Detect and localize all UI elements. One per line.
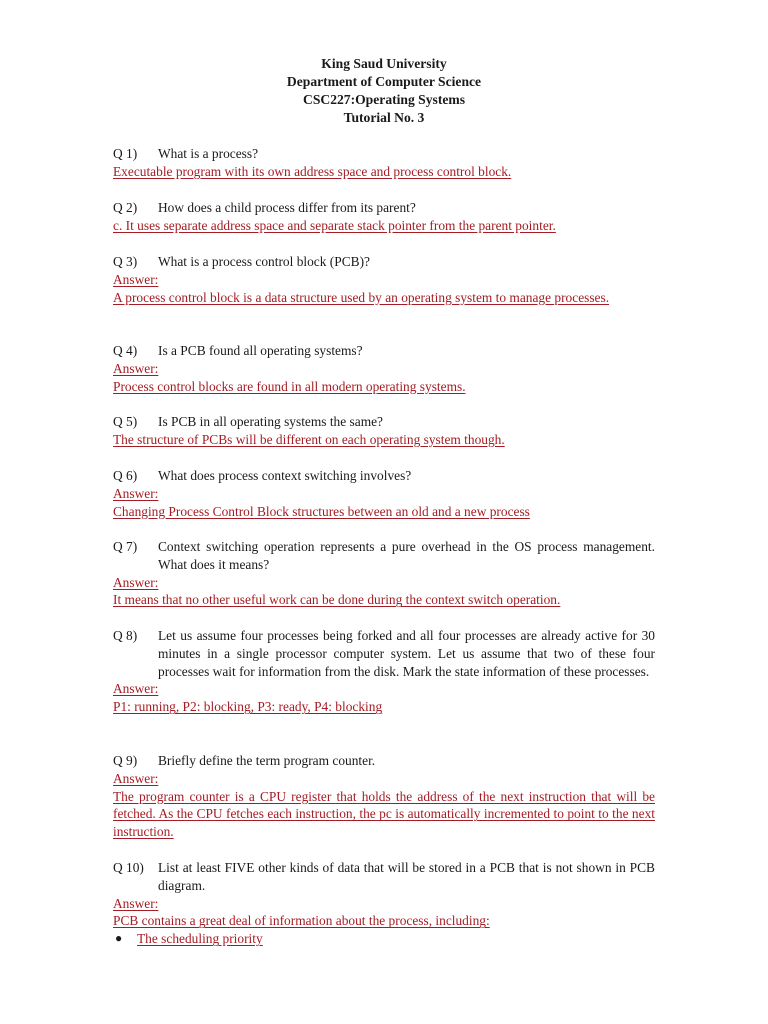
answer-text: c. It uses separate address space and separate stack pointer from the parent pointer. — [113, 217, 556, 233]
course-title: CSC227:Operating Systems — [303, 92, 465, 107]
question-number: Q 3) — [113, 254, 138, 269]
question-text: Is PCB in all operating systems the same? — [158, 414, 384, 429]
question-row — [113, 413, 655, 431]
question-number: Q 4) — [113, 343, 138, 358]
question-text: Let us assume four processes being forked and all four processes are already active for 30 minutes in a single processor computer system. Let us assume that two of these four processes wait for information from the disk. Mark the state information of these processes. — [158, 628, 655, 679]
department-name: Department of Computer Science — [286, 74, 482, 89]
answer-label: Answer: — [113, 681, 159, 697]
question-number: Q 1) — [113, 146, 138, 161]
question-row — [113, 538, 655, 574]
question-text: What is a process control block (PCB)? — [158, 254, 370, 269]
answer-label: Answer: — [113, 271, 159, 287]
question-number: Q 2) — [113, 200, 138, 215]
answer-label: Answer: — [113, 770, 159, 786]
question-block-9 — [113, 752, 655, 841]
question-block-8 — [113, 627, 655, 716]
question-number: Q 9) — [113, 753, 138, 768]
question-number: Q 10) — [113, 860, 144, 875]
question-block-10 — [113, 859, 655, 948]
question-block-4 — [113, 342, 655, 395]
answer-text: P1: running, P2: blocking, P3: ready, P4: blocking — [113, 699, 383, 715]
answer-label: Answer: — [113, 895, 159, 911]
question-number: Q 5) — [113, 414, 138, 429]
bullet-icon: ● — [115, 931, 123, 946]
question-number: Q 8) — [113, 628, 138, 643]
question-text: What does process context switching involves? — [158, 468, 412, 483]
document-header — [0, 55, 768, 127]
question-number: Q 7) — [113, 539, 138, 554]
question-row — [113, 859, 655, 895]
question-text: List at least FIVE other kinds of data that will be stored in a PCB that is not shown in PCB diagram. — [158, 860, 655, 893]
question-row — [113, 467, 655, 485]
question-row — [113, 627, 655, 680]
answer-text: Executable program with its own address space and process control block. — [113, 163, 512, 179]
question-number: Q 6) — [113, 468, 138, 483]
question-block-5 — [113, 413, 655, 449]
answer-text: PCB contains a great deal of information about the process, including: — [113, 913, 490, 929]
answer-label: Answer: — [113, 485, 159, 501]
question-block-2 — [113, 199, 655, 235]
question-block-3 — [113, 253, 655, 306]
question-text: Is a PCB found all operating systems? — [158, 343, 363, 358]
question-row — [113, 752, 655, 770]
question-text: What is a process? — [158, 146, 259, 161]
answer-text: The structure of PCBs will be different on each operating system though. — [113, 431, 505, 447]
question-text: Briefly define the term program counter. — [158, 753, 376, 768]
question-block-6 — [113, 467, 655, 520]
tutorial-title: Tutorial No. 3 — [343, 110, 425, 125]
question-row — [113, 342, 655, 360]
answer-text: Changing Process Control Block structures between an old and a new process — [113, 503, 530, 519]
bullet-list-item — [113, 930, 655, 948]
question-row — [113, 253, 655, 271]
question-block-1 — [113, 145, 655, 181]
question-row — [113, 145, 655, 163]
answer-text: The program counter is a CPU register that holds the address of the next instruction that will be fetched. As the CPU fetches each instruction, the pc is automatically incremented to point to the next instruction. — [113, 788, 655, 840]
bullet-text: The scheduling priority — [137, 931, 263, 947]
question-text: Context switching operation represents a pure overhead in the OS process management. What does it means? — [158, 539, 655, 572]
question-block-7 — [113, 538, 655, 609]
answer-text: It means that no other useful work can be done during the context switch operation. — [113, 592, 561, 608]
answer-text: A process control block is a data structure used by an operating system to manage processes. — [113, 289, 610, 305]
answer-label: Answer: — [113, 574, 159, 590]
answer-text: Process control blocks are found in all modern operating systems. — [113, 378, 466, 394]
university-name: King Saud University — [321, 56, 447, 71]
question-row — [113, 199, 655, 217]
answer-label: Answer: — [113, 360, 159, 376]
question-text: How does a child process differ from its parent? — [158, 200, 416, 215]
